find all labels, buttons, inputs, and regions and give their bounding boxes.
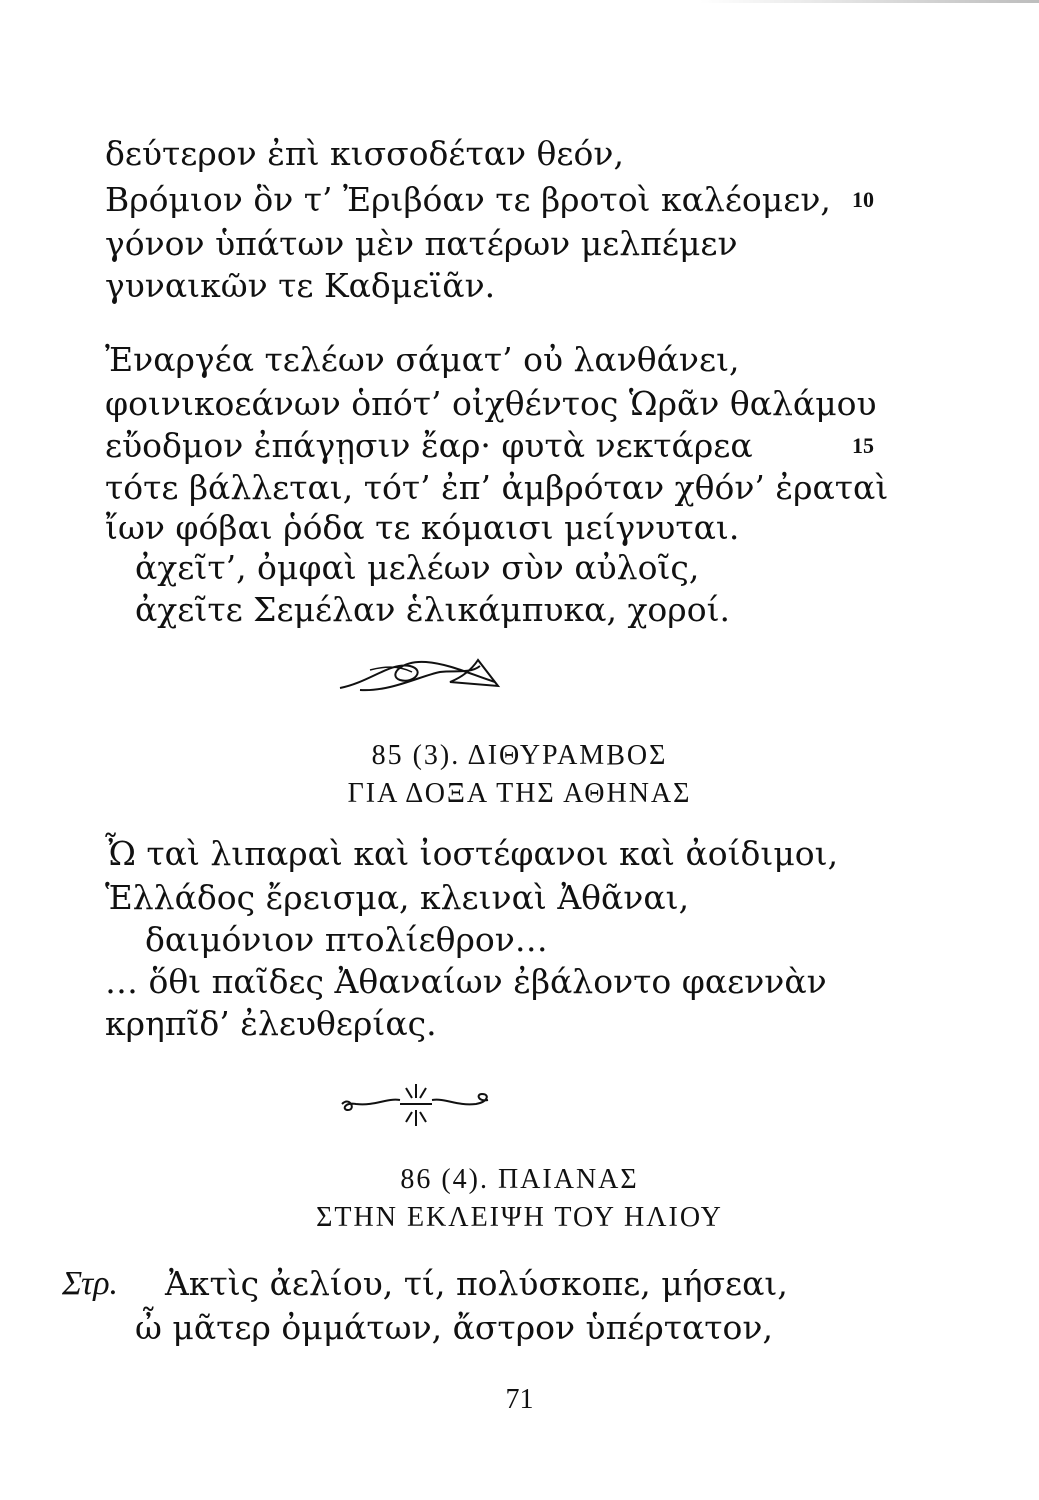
verse-line: τότε βάλλεται, τότ’ ἐπ’ ἀμβρόταν χθόν’ ἐραταὶ [105,468,889,507]
scan-edge [700,0,1039,3]
verse-line: Ἐναργέα τελέων σάματ’ οὐ λανθάνει, [105,340,740,379]
poem-heading: 85 (3). ΔΙΘΥΡΑΜΒΟΣ [371,740,668,771]
verse-line: φοινικοεάνων ὁπότ’ οἰχθέντος Ὡρᾶν θαλάμου [105,384,877,423]
verse-line: ἀχεῖτε Σεμέλαν ἑλικάμπυκα, χοροί. [135,590,730,629]
verse-line: Ἀκτὶς ἀελίου, τί, πολύσκοπε, μήσεαι, [165,1264,788,1303]
verse-line: … ὅθι παῖδες Ἀθαναίων ἐβάλοντο φαεννὰν [105,962,827,1001]
verse-line: ὦ μᾶτερ ὀμμάτων, ἄστρον ὑπέρτατον, [135,1308,773,1347]
page-number: 71 [505,1384,534,1415]
line-number: 10 [852,187,874,212]
line-number: 15 [852,433,874,458]
verse-line: ἀχεῖτ’, ὀμφαὶ μελέων σὺν αὐλοῖς, [135,548,700,587]
verse-line: Ὦ ταὶ λιπαραὶ καὶ ἰοστέφανοι καὶ ἀοίδιμοι, [105,834,839,873]
verse-line: γυναικῶν τε Καδμεϊᾶν. [105,266,496,305]
poem-subheading: ΓΙΑ ΔΟΞΑ ΤΗΣ ΑΘΗΝΑΣ [347,778,692,809]
verse-line: Ἑλλάδος ἔρεισμα, κλειναὶ Ἀθᾶναι, [105,878,690,917]
flourish-ornament [330,652,510,700]
verse-line: Βρόμιον ὃν τ’ Ἐριβόαν τε βροτοὶ καλέομεν, [105,180,831,219]
verse-line: δεύτερον ἐπὶ κισσοδέταν θεόν, [105,134,624,173]
verse-line: γόνον ὑπάτων μὲν πατέρων μελπέμεν [105,224,738,263]
verse-line: ἴων φόβαι ῥόδα τε κόμαισι μείγνυται. [105,508,740,547]
verse-line: εὔοδμον ἐπάγῃσιν ἔαρ· φυτὰ νεκτάρεα [105,426,753,465]
verse-line: κρηπῖδ’ ἐλευθερίας. [105,1004,437,1043]
verse-line: δαιμόνιον πτολίεθρον… [145,920,548,959]
poem-subheading: ΣΤΗΝ ΕΚΛΕΙΨΗ ΤΟΥ ΗΛΙΟΥ [316,1202,723,1233]
starburst-ornament [336,1080,496,1130]
poem-heading: 86 (4). ΠΑΙΑΝΑΣ [400,1164,639,1195]
strophe-label: Στρ. [62,1265,119,1302]
